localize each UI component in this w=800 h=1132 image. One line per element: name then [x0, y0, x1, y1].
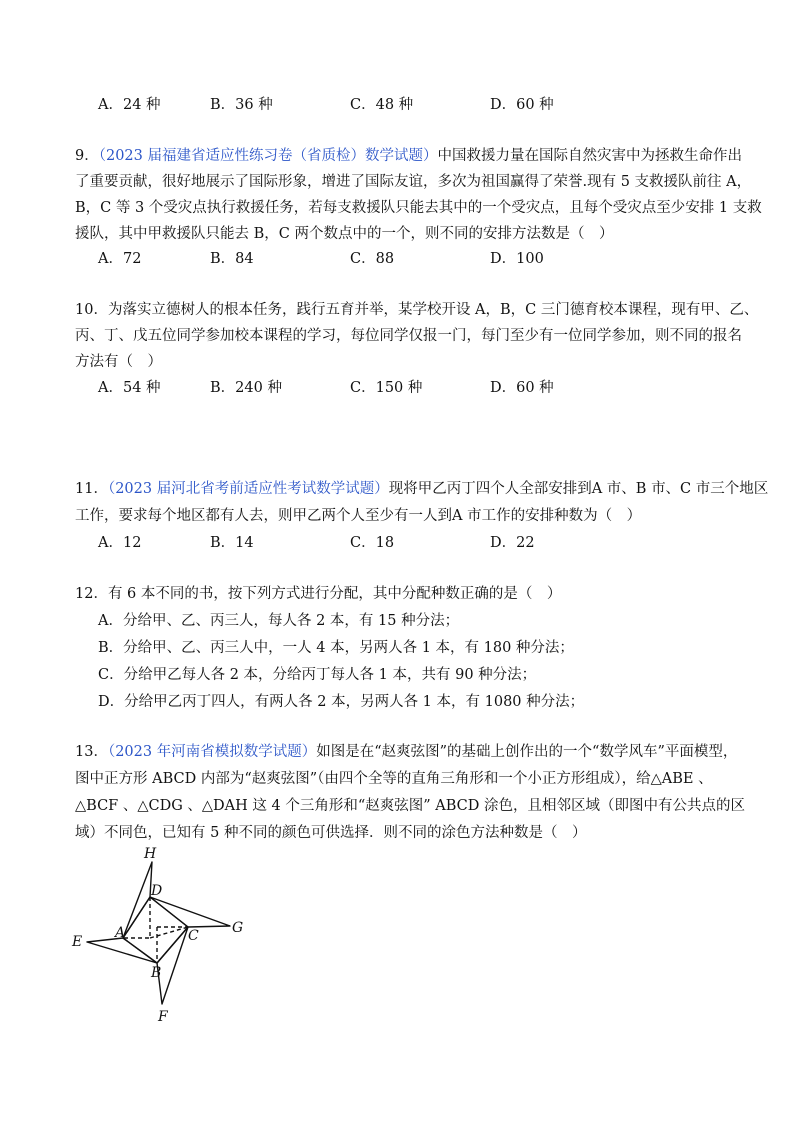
q11-source: （2023 届河北省考前适应性考试数学试题） — [107, 481, 389, 497]
label-d: D — [151, 883, 163, 899]
q10-line-1: 10．为落实立德树人的根本任务，践行五育并举，某学校开设 A，B，C 三门德育校本课程，现有甲、乙、 — [75, 302, 759, 318]
triangle-cdg — [150, 897, 230, 927]
q11-option-c: C．18 — [350, 535, 395, 551]
triangle-abe — [87, 938, 157, 963]
q13-text-1: 如图是在“赵爽弦图”的基础上创作出的一个“数学风车”平面模型， — [316, 744, 738, 760]
q9-number: 9． — [75, 148, 99, 164]
q12-option-c: C．分给甲乙每人各 2 本，分给丙丁每人各 1 本，共有 90 种分法； — [98, 667, 537, 683]
q9-text-1: 中国救援力量在国际自然灾害中为拯救生命作出 — [437, 148, 742, 164]
q11-option-a: A．12 — [98, 535, 142, 551]
label-h: H — [144, 846, 157, 862]
label-f: F — [158, 1009, 168, 1025]
q9-line-2: 了重要贡献，很好地展示了国际形象，增进了国际友谊，多次为祖国赢得了荣誉.现有 5 支救援队前往 A， — [75, 174, 752, 190]
windmill-figure — [60, 840, 260, 1030]
q12-option-b: B．分给甲、乙、丙三人中，一人 4 本，另两人各 1 本，有 180 种分法； — [98, 640, 574, 656]
q11-number: 11． — [75, 481, 108, 497]
q12-option-a: A．分给甲、乙、丙三人，每人各 2 本，有 15 种分法； — [98, 613, 460, 629]
q11-option-d: D．22 — [490, 535, 535, 551]
q10-line-2: 丙、丁、戊五位同学参加校本课程的学习，每位同学仅报一门，每门至少有一位同学参加，则不同的报名 — [75, 328, 742, 344]
q10-option-d: D．60 种 — [490, 380, 554, 396]
q11-line-1 — [75, 479, 768, 499]
q13-line-3: △BCF 、△CDG 、△DAH 这 4 个三角形和“赵爽弦图” ABCD 涂色，且相邻区域（即图中有公共点的区 — [75, 798, 746, 814]
zhao-shuang-dashed-2 — [150, 927, 188, 938]
q10-option-a: A．54 种 — [98, 380, 161, 396]
q10-option-c: C．150 种 — [350, 380, 423, 396]
q12-stem: 12．有 6 本不同的书，按下列方式进行分配，其中分配种数正确的是（ ） — [75, 586, 562, 602]
q10-line-3: 方法有（ ） — [75, 354, 162, 370]
q8-option-c: C．48 种 — [350, 97, 414, 113]
q12-option-d: D．分给甲乙丙丁四人，有两人各 2 本，另两人各 1 本，有 1080 种分法； — [98, 694, 585, 710]
q9-line-4: 援队，其中甲救援队只能去 B，C 两个数点中的一个，则不同的安排方法数是（ ） — [75, 226, 614, 242]
q9-option-c: C．88 — [350, 251, 395, 267]
q10-option-b: B．240 种 — [210, 380, 282, 396]
q9-line-3: B，C 等 3 个受灾点执行救援任务，若每支救援队只能去其中的一个受灾点，且每个受灾点至少安排 1 支救 — [75, 200, 762, 216]
q13-number: 13． — [75, 744, 108, 760]
label-e: E — [72, 934, 83, 950]
q9-line-1 — [75, 146, 742, 166]
q11-line-2: 工作，要求每个地区都有人去，则甲乙两个人至少有一人到A 市工作的安排种数为（ ） — [75, 508, 642, 524]
triangle-bcf — [157, 927, 188, 1004]
q13-line-4: 域）不同色，已知有 5 种不同的颜色可供选择．则不同的涂色方法种数是（ ） — [75, 825, 587, 841]
label-b: B — [151, 965, 162, 981]
label-c: C — [188, 928, 199, 944]
q9-source: （2023 届福建省适应性练习卷（省质检）数学试题） — [98, 148, 438, 164]
label-a: A — [115, 925, 126, 941]
q9-option-b: B．84 — [210, 251, 254, 267]
q8-option-a: A．24 种 — [98, 97, 161, 113]
q13-line-2: 图中正方形 ABCD 内部为“赵爽弦图”（由四个全等的直角三角形和一个小正方形组成），给△ABE 、 — [75, 771, 713, 787]
q8-option-b: B．36 种 — [210, 97, 273, 113]
label-g: G — [232, 920, 244, 936]
q9-option-d: D．100 — [490, 251, 544, 267]
q11-text-1: 现将甲乙丙丁四个人全部安排到A 市、B 市、C 市三个地区 — [388, 481, 769, 497]
q13-source: （2023 年河南省模拟数学试题） — [107, 744, 317, 760]
q13-line-1 — [75, 742, 737, 762]
q9-option-a: A．72 — [98, 251, 142, 267]
q11-option-b: B．14 — [210, 535, 254, 551]
q8-option-d: D．60 种 — [490, 97, 554, 113]
